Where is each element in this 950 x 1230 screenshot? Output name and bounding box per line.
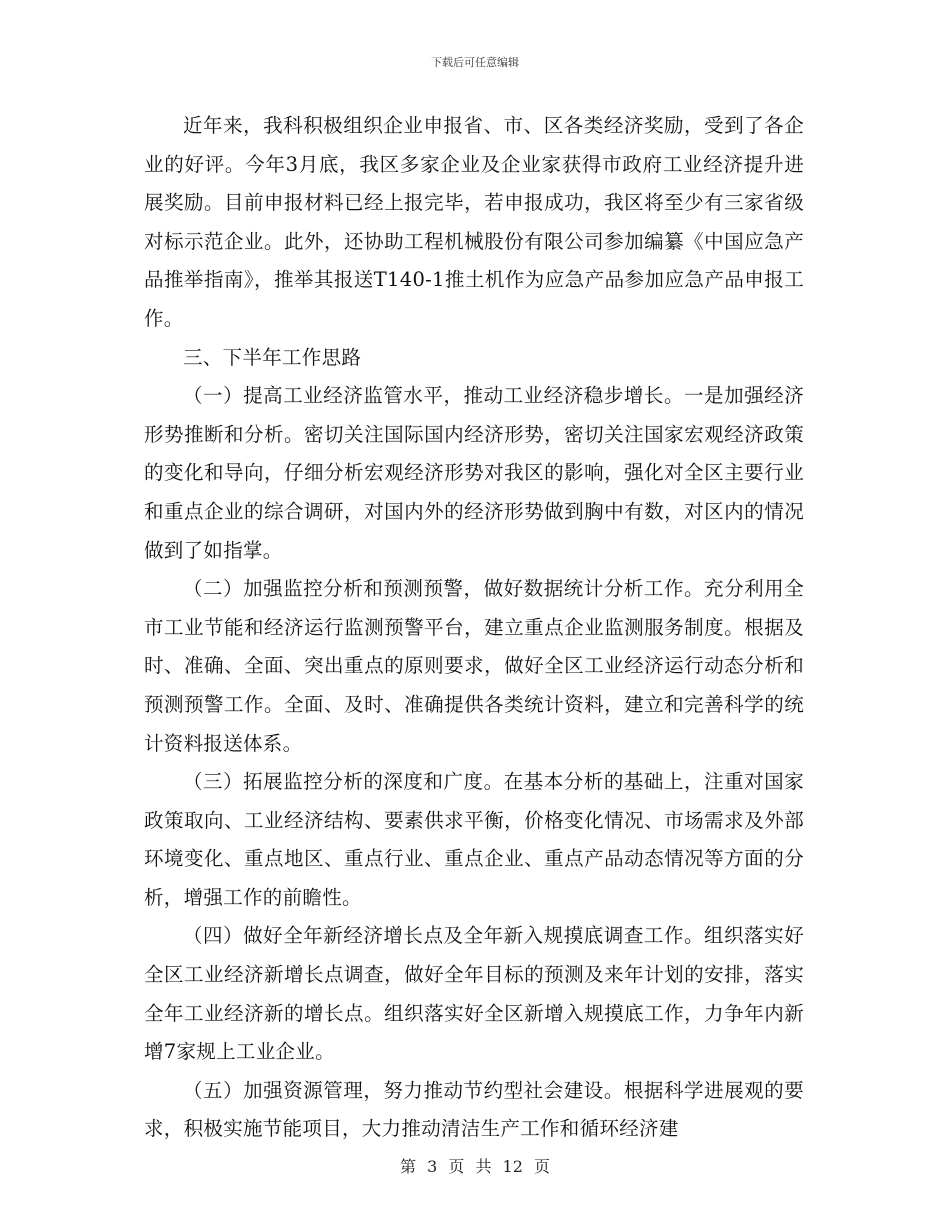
page-number-footer: 第 3 页 共 12 页	[400, 1157, 550, 1176]
paragraph-awards: 近年来，我科积极组织企业申报省、市、区各类经济奖励，受到了各企业的好评。今年3月底，我区多家企业及企业家获得市政府工业经济提升进展奖励。目前申报材料已经上报完毕，若申报成功，我区将至少有三家省级对标示范企业。此外，还协助工程机械股份有限公司参加编纂《中国应急产品推举指南》，推举其报送T140-1推土机作为应急产品参加应急产品申报工作。	[144, 114, 804, 330]
paragraph-item-5: （五）加强资源管理，努力推动节约型社会建设。根据科学进展观的要求，积极实施节能项目，大力推动清洁生产工作和循环经济建	[144, 1078, 804, 1141]
paragraph-item-3: （三）拓展监控分析的深度和广度。在基本分析的基础上，注重对国家政策取向、工业经济结构、要素供求平衡，价格变化情况、市场需求及外部环境变化、重点地区、重点行业、重点企业、重点产品动态情况等方面的分析，增强工作的前瞻性。	[144, 770, 804, 909]
document-body	[144, 107, 804, 1149]
paragraph-item-1: （一）提高工业经济监管水平，推动工业经济稳步增长。一是加强经济形势推断和分析。密切关注国际国内经济形势，密切关注国家宏观经济政策的变化和导向，仔细分析宏观经济形势对我区的影响，强化对全区主要行业和重点企业的综合调研，对国内外的经济形势做到胸中有数，对区内的情况做到了如指掌。	[144, 384, 804, 562]
section-heading: 三、下半年工作思路	[183, 345, 362, 369]
paragraph-item-2: （二）加强监控分析和预测预警，做好数据统计分析工作。充分利用全市工业节能和经济运行监测预警平台，建立重点企业监测服务制度。根据及时、准确、全面、突出重点的原则要求，做好全区工业经济运行动态分析和预测预警工作。全面、及时、准确提供各类统计资料，建立和完善科学的统计资料报送体系。	[144, 577, 804, 755]
page-header: 下载后可任意编辑	[431, 56, 519, 69]
paragraph-item-4: （四）做好全年新经济增长点及全年新入规摸底调查工作。组织落实好全区工业经济新增长点调查，做好全年目标的预测及来年计划的安排，落实全年工业经济新的增长点。组织落实好全区新增入规摸底工作，力争年内新增7家规上工业企业。	[144, 924, 804, 1064]
